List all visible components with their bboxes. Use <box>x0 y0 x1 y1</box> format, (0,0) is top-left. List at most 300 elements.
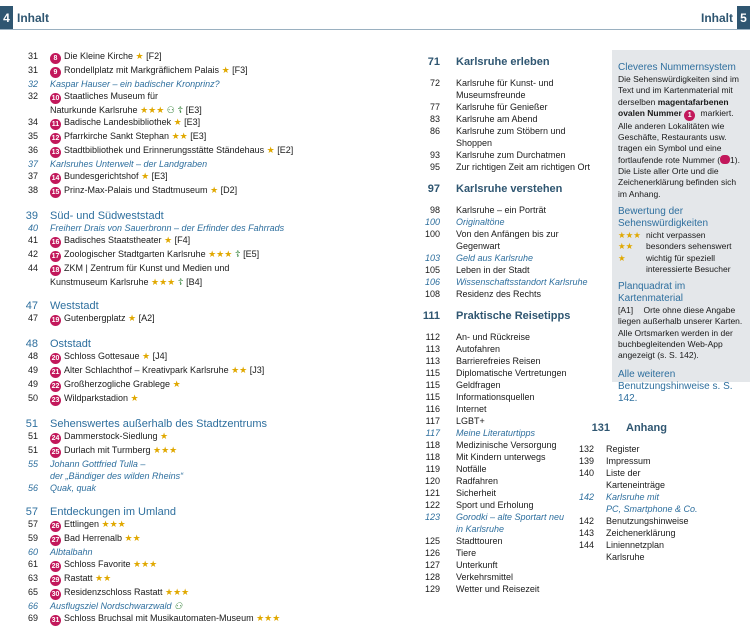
toc-entry <box>400 252 600 264</box>
entry-title: Bad Herrenalb <box>64 533 123 543</box>
entry-text <box>50 312 155 326</box>
toc-entry <box>18 276 368 288</box>
entry-title: Pfarrkirche Sankt Stephan <box>64 131 170 141</box>
entry-title: Süd- und Südweststadt <box>50 210 164 222</box>
entry-text <box>456 331 530 343</box>
page-number: 31 <box>27 51 38 61</box>
entry-title: Wissenschaftsstandort Karlsruhe <box>456 277 588 287</box>
page-number: 123 <box>424 512 440 522</box>
page-number: 122 <box>424 500 440 510</box>
page-number: 126 <box>424 548 440 558</box>
sight-number-badge: 29 <box>51 577 60 584</box>
right-header-rule <box>375 29 750 30</box>
sight-number-badge: 17 <box>51 253 60 260</box>
entry-text <box>456 583 539 595</box>
page-number: 72 <box>429 78 440 88</box>
entry-title: Zur richtigen Zeit am richtigen Ort <box>456 162 591 172</box>
toc-entry <box>400 125 600 149</box>
rating-stars-icon: ★★★ <box>618 229 641 240</box>
toc-entry <box>570 503 710 515</box>
entry-title: Rastatt <box>64 573 93 583</box>
entry-title: Internet <box>456 404 487 414</box>
toc-entry <box>570 443 710 455</box>
entry-text <box>456 511 564 523</box>
left-header-rule <box>0 29 375 30</box>
chapter-title: Karlsruhe verstehen <box>456 183 563 195</box>
page-number: 112 <box>425 332 440 342</box>
rating-stars-icon: ★ <box>138 171 150 181</box>
toc-entry <box>400 367 600 379</box>
family-icon: ⚇ <box>171 601 183 611</box>
page-number: 63 <box>27 573 38 583</box>
page-number: 108 <box>424 289 440 299</box>
page-number: 143 <box>578 528 594 538</box>
entry-title: Stadtbibliothek und Erinnerungsstätte Ständehaus <box>64 145 265 155</box>
toc-entry <box>18 158 368 170</box>
rating-stars-icon: ★ <box>161 235 173 245</box>
rating-stars-icon: ★★★ <box>162 587 190 597</box>
page-number: 105 <box>424 265 440 275</box>
toc-entry <box>400 228 600 252</box>
entry-text <box>50 234 190 248</box>
entry-title: Ausflugsziel Nordschwarzwald <box>50 601 172 611</box>
entry-title: ZKM | Zentrum für Kunst und Medien und <box>64 263 230 273</box>
entry-title: Oststadt <box>50 338 91 350</box>
entry-text <box>50 558 157 572</box>
entry-title: Quak, quak <box>50 483 97 493</box>
toc-entry <box>18 444 368 458</box>
entry-title: Karlsruhe mit <box>606 492 660 502</box>
entry-title: Unterkunft <box>456 560 498 570</box>
map-grid-ref: [E3] <box>187 131 207 141</box>
entry-text <box>606 443 640 455</box>
toc-entry <box>18 600 368 612</box>
entry-text <box>456 463 487 475</box>
magenta-number-icon: 1 <box>684 110 695 121</box>
sight-number-badge: 24 <box>51 435 60 442</box>
entry-text <box>456 367 567 379</box>
entry-title: Schloss Bruchsal mit Musikautomaten-Museum <box>64 613 254 623</box>
page-number: 50 <box>27 393 38 403</box>
entry-title: Karlsruhes Unterwelt – der Landgraben <box>50 159 208 169</box>
entry-text <box>456 487 496 499</box>
right-page-title: Inhalt <box>701 10 733 25</box>
page-number: 113 <box>425 356 440 366</box>
entry-title: Barrierefreies Reisen <box>456 356 541 366</box>
page-number: 118 <box>425 440 440 450</box>
entry-title: Rondellplatz mit Markgräflichem Palais <box>64 65 220 75</box>
map-grid-ref: [B4] <box>183 277 203 287</box>
page-number: 129 <box>424 584 440 594</box>
page-number: 66 <box>27 601 38 611</box>
entry-text <box>50 430 168 444</box>
page-number: 51 <box>27 445 38 455</box>
sight-number-badge: 21 <box>51 369 60 376</box>
entry-title: Kunstmuseum Karlsruhe <box>50 277 149 287</box>
entry-title: Kaspar Hauser – ein badischer Kronprinz? <box>50 79 220 89</box>
toc-entry <box>570 467 710 479</box>
entry-title: Die Kleine Kirche <box>64 51 134 61</box>
sight-number-badge: 8 <box>50 53 61 64</box>
toc-entry <box>18 90 368 104</box>
toc-entry <box>18 546 368 558</box>
sight-number-badge: 13 <box>51 149 60 156</box>
page-number: 61 <box>27 559 38 569</box>
entry-title: Mit Kindern unterwegs <box>456 452 546 462</box>
rating-legend-row <box>618 253 744 276</box>
entry-text <box>50 130 206 144</box>
section-heading <box>18 338 368 350</box>
entry-text <box>50 300 99 312</box>
toc-entry <box>570 515 710 527</box>
entry-title: Residenzschloss Rastatt <box>64 587 163 597</box>
map-grid-ref: [F4] <box>172 235 191 245</box>
entry-text <box>456 379 501 391</box>
page-number: 132 <box>578 444 594 454</box>
page-number: 121 <box>424 488 440 498</box>
sight-number-badge: 28 <box>51 563 60 570</box>
toc-entry <box>570 479 710 491</box>
page-number: 100 <box>424 217 440 227</box>
info-heading-more: Alle weiteren Benutzungshinweise s. S. 142. <box>618 368 733 404</box>
entry-title: Stadttouren <box>456 536 503 546</box>
page-number: 32 <box>27 79 38 89</box>
page-number: 140 <box>578 468 594 478</box>
rating-stars-icon: ★★★ <box>148 277 176 287</box>
entry-title: Karlsruhe – ein Porträt <box>456 205 547 215</box>
toc-entry <box>18 248 368 262</box>
toc-entry <box>18 518 368 532</box>
page-number: 65 <box>27 587 38 597</box>
map-grid-ref: [F2] <box>143 51 162 61</box>
chapter-title: Praktische Reisetipps <box>456 310 571 322</box>
page-number: 139 <box>578 456 594 466</box>
page-number: 42 <box>27 249 38 259</box>
chapter-heading <box>400 56 600 68</box>
rating-legend-row <box>618 230 744 241</box>
entry-title: Karlsruhe zum Stöbern und Shoppen <box>456 126 566 148</box>
chapter-page-number: 71 <box>427 56 440 68</box>
entry-text <box>456 77 554 89</box>
entry-text <box>50 104 202 116</box>
entry-title: Karlsruhe am Abend <box>456 114 538 124</box>
map-grid-ref: [E5] <box>240 249 260 259</box>
entry-text <box>456 415 485 427</box>
toc-entry <box>18 532 368 546</box>
entry-title: Sport und Erholung <box>456 500 534 510</box>
toc-entry <box>400 288 600 300</box>
left-page-title: Inhalt <box>17 10 49 25</box>
toc-entry <box>18 558 368 572</box>
family-icon: ☦ <box>175 277 184 287</box>
red-symbol-icon <box>720 155 730 164</box>
entry-text <box>456 391 535 403</box>
entry-text <box>456 439 557 451</box>
entry-text <box>50 418 267 430</box>
page-number: 37 <box>27 159 38 169</box>
page-number: 51 <box>27 431 38 441</box>
entry-title: Gutenbergplatz <box>64 313 126 323</box>
entry-text <box>50 210 164 222</box>
entry-text <box>606 515 689 527</box>
entry-title: Schloss Gottesaue <box>64 351 140 361</box>
map-grid-ref: [E3] <box>183 105 202 115</box>
entry-title: LGBT+ <box>456 416 485 426</box>
entry-text <box>50 78 220 90</box>
toc-entry <box>18 430 368 444</box>
entry-title: Badisches Staatstheater <box>64 235 162 245</box>
page-number: 69 <box>27 613 38 623</box>
toc-entry <box>400 571 600 583</box>
right-page-number: 5 <box>737 6 750 29</box>
entry-text <box>50 248 259 262</box>
page-number: 36 <box>27 145 38 155</box>
page-number: 57 <box>27 519 38 529</box>
rating-stars-icon: ★ <box>128 393 139 403</box>
sight-number-badge: 18 <box>51 267 60 274</box>
entry-text <box>606 527 676 539</box>
toc-entry <box>18 482 368 494</box>
entry-title: Karlsruhe <box>606 552 645 562</box>
rating-stars-icon: ★ <box>264 145 275 155</box>
entry-title: Großherzogliche Grablege <box>64 379 171 389</box>
page-number: 125 <box>424 536 440 546</box>
entry-title: Notfälle <box>456 464 487 474</box>
toc-entry <box>18 378 368 392</box>
page-number: 56 <box>27 483 38 493</box>
sight-number-badge: 30 <box>51 591 60 598</box>
entry-title: Verkehrsmittel <box>456 572 514 582</box>
toc-entry <box>400 331 600 343</box>
entry-title: Sicherheit <box>456 488 497 498</box>
chapter-title: Karlsruhe erleben <box>456 56 550 68</box>
entry-text <box>456 264 530 276</box>
rating-stars-icon: ★★ <box>618 241 634 252</box>
entry-text <box>50 458 145 470</box>
info-heading-grid: Planquadrat im Kartenmaterial <box>618 281 686 305</box>
entry-text <box>50 572 111 586</box>
entry-title: Weststadt <box>50 300 99 312</box>
entry-title: Entdeckungen im Umland <box>50 506 176 518</box>
entry-text <box>456 343 500 355</box>
entry-title: Liniennetzplan <box>606 540 665 550</box>
entry-title: Geld aus Karlsruhe <box>456 253 534 263</box>
section-heading <box>18 506 368 518</box>
toc-entry <box>18 234 368 248</box>
entry-text <box>606 551 645 563</box>
page-number: 142 <box>578 492 594 502</box>
page-number: 128 <box>424 572 440 582</box>
rating-stars-icon: ★★★ <box>205 249 233 259</box>
toc-entry <box>18 104 368 116</box>
chapter-title: Anhang <box>626 422 667 434</box>
rating-stars-icon: ★★★ <box>137 105 165 115</box>
rating-stars-icon: ★ <box>170 379 181 389</box>
page-number: 47 <box>25 300 38 312</box>
page-number: 142 <box>578 516 594 526</box>
entry-text <box>606 479 665 491</box>
entry-title: Informationsquellen <box>456 392 535 402</box>
entry-title: Medizinische Versorgung <box>456 440 557 450</box>
toc-entry <box>18 222 368 234</box>
page-number: 100 <box>424 229 440 239</box>
toc-entry <box>18 612 368 626</box>
sight-number-badge: 27 <box>51 537 60 544</box>
toc-entry <box>400 77 600 89</box>
sight-number-badge: 12 <box>51 135 60 142</box>
page-number: 37 <box>27 171 38 181</box>
page-number: 49 <box>27 365 38 375</box>
entry-title: Radfahren <box>456 476 499 486</box>
toc-entry <box>400 583 600 595</box>
entry-text <box>456 403 487 415</box>
toc-entry <box>400 101 600 113</box>
entry-text <box>50 470 183 482</box>
page-number: 35 <box>27 131 38 141</box>
entry-title: Staatliches Museum für <box>64 91 159 101</box>
entry-text <box>456 427 535 439</box>
toc-entry <box>18 78 368 90</box>
entry-title: Meine Literaturtipps <box>456 428 536 438</box>
map-grid-ref: [J4] <box>150 351 168 361</box>
entry-text <box>50 276 202 288</box>
toc-entry <box>18 170 368 184</box>
left-header <box>0 6 53 29</box>
entry-title: Ettlingen <box>64 519 100 529</box>
sight-number-badge: 26 <box>51 523 60 530</box>
entry-text <box>50 64 248 78</box>
entry-title: Albtalbahn <box>50 547 93 557</box>
entry-text <box>50 586 189 600</box>
toc-entry <box>400 276 600 288</box>
info-heading-rating: Bewertung der Sehenswürdigkeiten <box>618 205 709 229</box>
chapter-heading <box>400 183 600 195</box>
page-number: 117 <box>425 416 440 426</box>
section-heading <box>18 300 368 312</box>
entry-title: Leben in der Stadt <box>456 265 530 275</box>
sight-number-badge: 20 <box>51 355 60 362</box>
toc-entry <box>18 262 368 276</box>
toc-entry <box>400 355 600 367</box>
rating-stars-icon: ★ <box>207 185 219 195</box>
toc-entry <box>18 586 368 600</box>
entry-text <box>456 204 546 216</box>
page-number: 119 <box>425 464 440 474</box>
toc-entry <box>400 264 600 276</box>
rating-legend-text: wichtig für speziell interessierte Besucher <box>646 252 731 274</box>
page-number: 51 <box>25 418 38 430</box>
toc-entry <box>570 527 710 539</box>
entry-text <box>456 523 504 535</box>
toc-entry <box>400 343 600 355</box>
entry-text <box>50 158 207 170</box>
rating-legend-text: besonders sehenswert <box>646 241 732 252</box>
entry-title: Dammerstock-Siedlung <box>64 431 158 441</box>
entry-text <box>456 252 533 264</box>
rating-stars-icon: ★ <box>618 252 626 263</box>
rating-stars-icon: ★★ <box>92 573 112 583</box>
toc-entry <box>400 113 600 125</box>
entry-title: Zoologischer Stadtgarten Karlsruhe <box>64 249 206 259</box>
rating-stars-icon: ★★★ <box>130 559 158 569</box>
rating-legend-row <box>618 241 744 252</box>
entry-text <box>50 170 168 184</box>
page-number: 38 <box>27 185 38 195</box>
entry-text <box>456 228 600 252</box>
family-icon: ☦ <box>232 249 241 259</box>
page-number: 113 <box>425 344 440 354</box>
toc-entry <box>18 116 368 130</box>
page-number: 116 <box>425 404 440 414</box>
toc-entry <box>400 379 600 391</box>
entry-title: Museumsfreunde <box>456 90 526 100</box>
entry-title: Impressum <box>606 456 651 466</box>
left-page-number: 4 <box>0 6 13 29</box>
entry-text <box>50 116 200 130</box>
entry-title: Bundesgerichtshof <box>64 171 139 181</box>
entry-title: Originaltöne <box>456 217 505 227</box>
toc-sights-column <box>18 50 368 626</box>
page-number: 127 <box>424 560 440 570</box>
entry-title: Wildparkstadion <box>64 393 129 403</box>
entry-text <box>456 161 590 173</box>
map-grid-ref: [A2] <box>136 313 155 323</box>
entry-text <box>456 355 541 367</box>
map-grid-ref: [E3] <box>149 171 168 181</box>
entry-text <box>456 571 513 583</box>
map-grid-ref: [E2] <box>274 145 294 155</box>
page-number: 31 <box>27 65 38 75</box>
entry-text <box>456 475 498 487</box>
rating-stars-icon: ★★★ <box>253 613 281 623</box>
entry-title: Geldfragen <box>456 380 501 390</box>
toc-entry <box>570 491 710 503</box>
sight-number-badge: 31 <box>51 617 60 624</box>
sight-number-badge: 9 <box>50 67 61 78</box>
info-grid-text: [A1] Orte ohne diese Angabe liegen außerhalb unserer Karten. Alle Ortsmarken werden in der buchbegleitenden Web-App angezeigt (s. S. 142). <box>618 305 743 361</box>
chapter-page-number: 131 <box>591 422 610 434</box>
chapter-page-number: 111 <box>422 310 440 322</box>
toc-entry <box>570 551 710 563</box>
entry-text <box>50 612 280 626</box>
sight-number-badge: 23 <box>51 397 60 404</box>
entry-text <box>50 184 237 198</box>
entry-title: Prinz-Max-Palais und Stadtmuseum <box>64 185 208 195</box>
entry-title: Tiere <box>456 548 477 558</box>
page-number: 77 <box>429 102 440 112</box>
entry-title: Benutzungshinweise <box>606 516 689 526</box>
right-header <box>697 6 750 29</box>
page-number: 93 <box>429 150 440 160</box>
entry-text <box>456 89 526 101</box>
entry-text <box>456 113 538 125</box>
entry-text <box>50 378 181 392</box>
rating-stars-icon: ★★ <box>169 131 188 141</box>
entry-title: Register <box>606 444 640 454</box>
map-grid-ref: [J3] <box>247 365 265 375</box>
toc-entry <box>18 184 368 198</box>
rating-stars-icon: ★★ <box>228 365 248 375</box>
page-number: 117 <box>425 428 440 438</box>
page-number: 115 <box>425 392 440 402</box>
toc-entry <box>18 470 368 482</box>
entry-title: in Karlsruhe <box>456 524 505 534</box>
toc-entry <box>18 312 368 326</box>
entry-text <box>456 451 546 463</box>
entry-text <box>50 482 96 494</box>
toc-entry <box>18 50 368 64</box>
sight-number-badge: 15 <box>51 189 60 196</box>
